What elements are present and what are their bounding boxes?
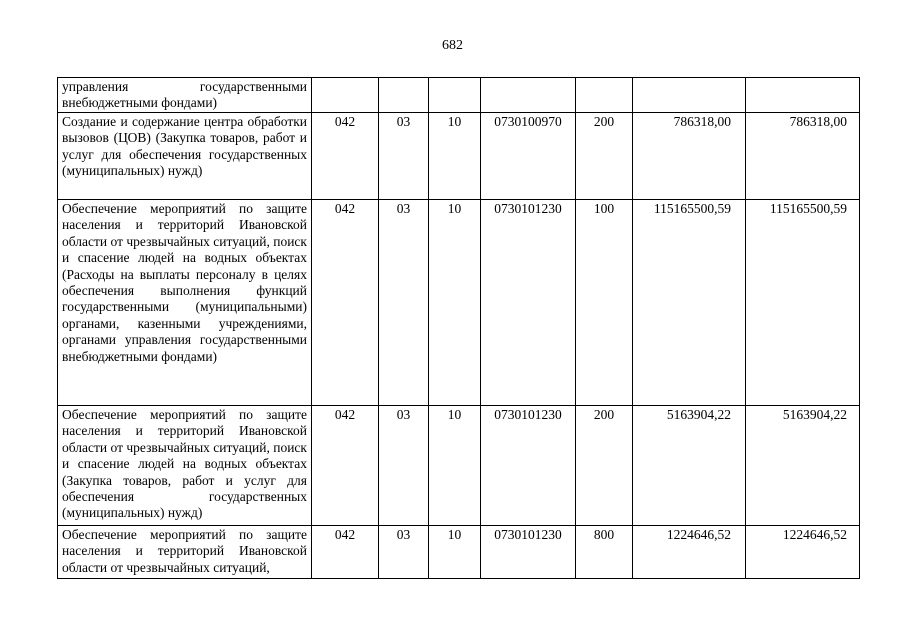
page-number: 682 [442, 38, 463, 53]
subsection-code: 10 [429, 526, 481, 579]
target-article-code [481, 78, 576, 113]
section-code [379, 78, 429, 113]
row-description: Обеспечение мероприятий по защите населения и территорий Ивановской области от чрезвычайных ситуаций, поиск и спасение людей на водных объектах (Расходы на выплаты персоналу в целях обеспечения выполнения функций государственными (муниципальными) органами, казенными учреждениями, органами управления государственными внебюджетными фондами) [58, 200, 312, 406]
row-description: Создание и содержание центра обработки вызовов (ЦОВ) (Закупка товаров, работ и услуг для обеспечения государственных (муниципальных) нужд) [58, 113, 312, 200]
ministry-code: 042 [312, 526, 379, 579]
amount-column-2: 1224646,52 [746, 526, 860, 579]
target-article-code: 0730101230 [481, 526, 576, 579]
row-description: управления государственными внебюджетными фондами) [58, 78, 312, 113]
amount-column-2: 786318,00 [746, 113, 860, 200]
target-article-code: 0730101230 [481, 406, 576, 526]
table-row [58, 200, 860, 406]
row-description: Обеспечение мероприятий по защите населения и территорий Ивановской области от чрезвычайных ситуаций, поиск и спасение людей на водных объектах (Закупка товаров, работ и услуг для обеспечения государственных (муниципальных) нужд) [58, 406, 312, 526]
table-row [58, 526, 860, 579]
target-article-code: 0730101230 [481, 200, 576, 406]
section-code: 03 [379, 113, 429, 200]
section-code: 03 [379, 526, 429, 579]
row-description: Обеспечение мероприятий по защите населения и территорий Ивановской области от чрезвычайных ситуаций, [58, 526, 312, 579]
expense-type-code [576, 78, 633, 113]
section-code: 03 [379, 406, 429, 526]
ministry-code [312, 78, 379, 113]
amount-column-1 [633, 78, 746, 113]
target-article-code: 0730100970 [481, 113, 576, 200]
subsection-code [429, 78, 481, 113]
amount-column-1: 1224646,52 [633, 526, 746, 579]
subsection-code: 10 [429, 200, 481, 406]
amount-column-1: 5163904,22 [633, 406, 746, 526]
amount-column-2 [746, 78, 860, 113]
expense-type-code: 200 [576, 113, 633, 200]
ministry-code: 042 [312, 200, 379, 406]
expense-type-code: 100 [576, 200, 633, 406]
expense-type-code: 200 [576, 406, 633, 526]
ministry-code: 042 [312, 113, 379, 200]
amount-column-2: 115165500,59 [746, 200, 860, 406]
amount-column-1: 786318,00 [633, 113, 746, 200]
amount-column-1: 115165500,59 [633, 200, 746, 406]
amount-column-2: 5163904,22 [746, 406, 860, 526]
budget-table [57, 77, 860, 579]
table-row [58, 406, 860, 526]
subsection-code: 10 [429, 406, 481, 526]
expense-type-code: 800 [576, 526, 633, 579]
table-row [58, 78, 860, 113]
ministry-code: 042 [312, 406, 379, 526]
subsection-code: 10 [429, 113, 481, 200]
table-row [58, 113, 860, 200]
section-code: 03 [379, 200, 429, 406]
